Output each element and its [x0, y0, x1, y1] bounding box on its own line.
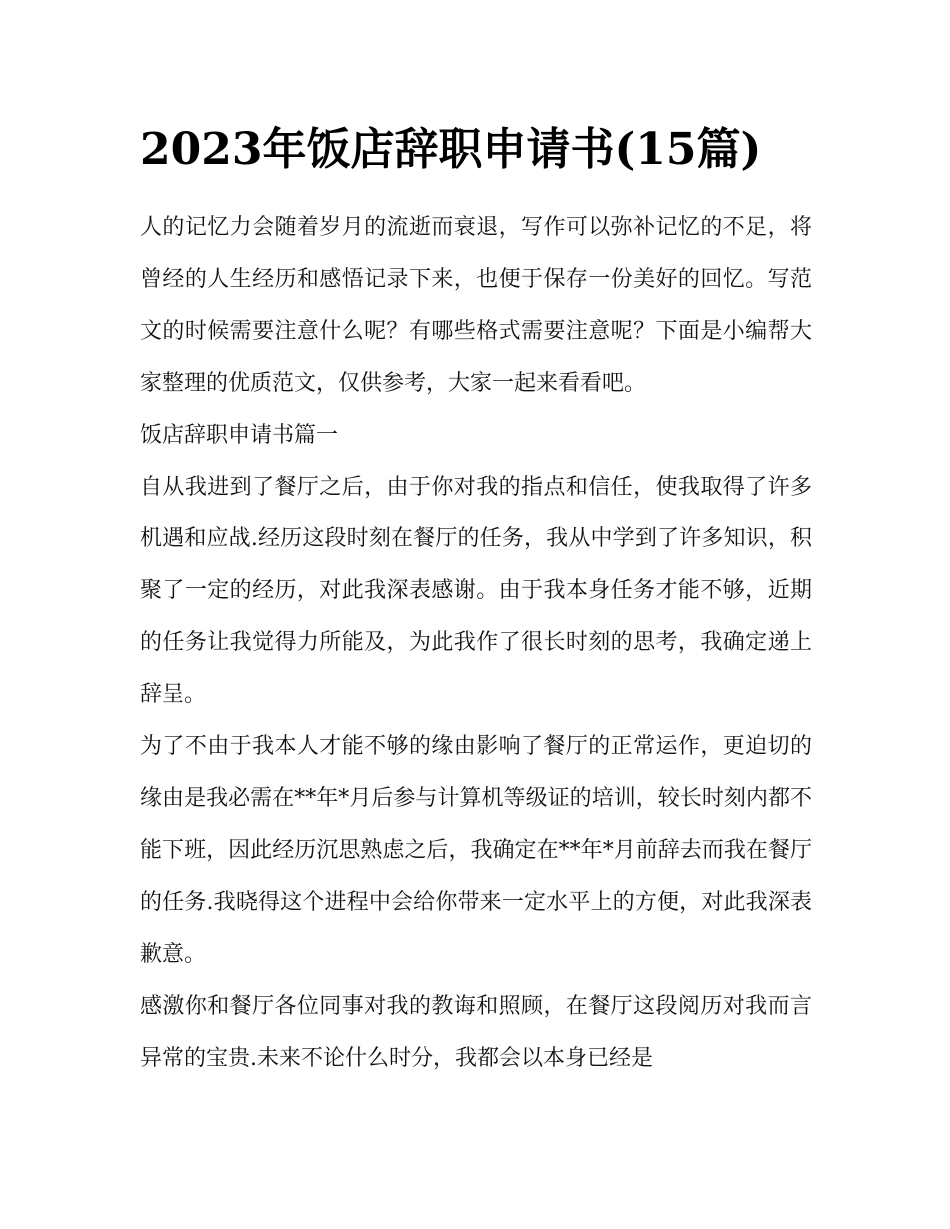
document-page: [140, 118, 812, 1084]
section-heading: 饭店辞职申请书篇一: [140, 422, 339, 448]
document-body: [140, 202, 812, 1084]
body-paragraph-1: 自从我进到了餐厅之后，由于你对我的指点和信任，使我取得了许多机遇和应战.经历这段时刻在餐厅的任务，我从中学到了许多知识，积聚了一定的经历，对此我深表感谢。由于我本身任务才能不够，近期的任务让我觉得力所能及，为此我作了很长时刻的思考，我确定递上辞呈。: [140, 474, 812, 708]
intro-paragraph: 人的记忆力会随着岁月的流逝而衰退，写作可以弥补记忆的不足，将曾经的人生经历和感悟记录下来，也便于保存一份美好的回忆。写范文的时候需要注意什么呢？有哪些格式需要注意呢？下面是小编帮大家整理的优质范文，仅供参考，大家一起来看看吧。: [140, 215, 812, 396]
document-title: 2023年饭店辞职申请书(15篇): [140, 124, 762, 175]
body-paragraph-2: 为了不由于我本人才能不够的缘由影响了餐厅的正常运作，更迫切的缘由是我必需在**年*月后参与计算机等级证的培训，较长时刻内都不能下班，因此经历沉思熟虑之后，我确定在**年*月前辞去而我在餐厅的任务.我晓得这个进程中会给你带来一定水平上的方便，对此我深表歉意。: [140, 734, 812, 967]
body-paragraph-3: 感激你和餐厅各位同事对我的教诲和照顾，在餐厅这段阅历对我而言异常的宝贵.未来不论什么时分，我都会以本身已经是: [140, 993, 812, 1071]
